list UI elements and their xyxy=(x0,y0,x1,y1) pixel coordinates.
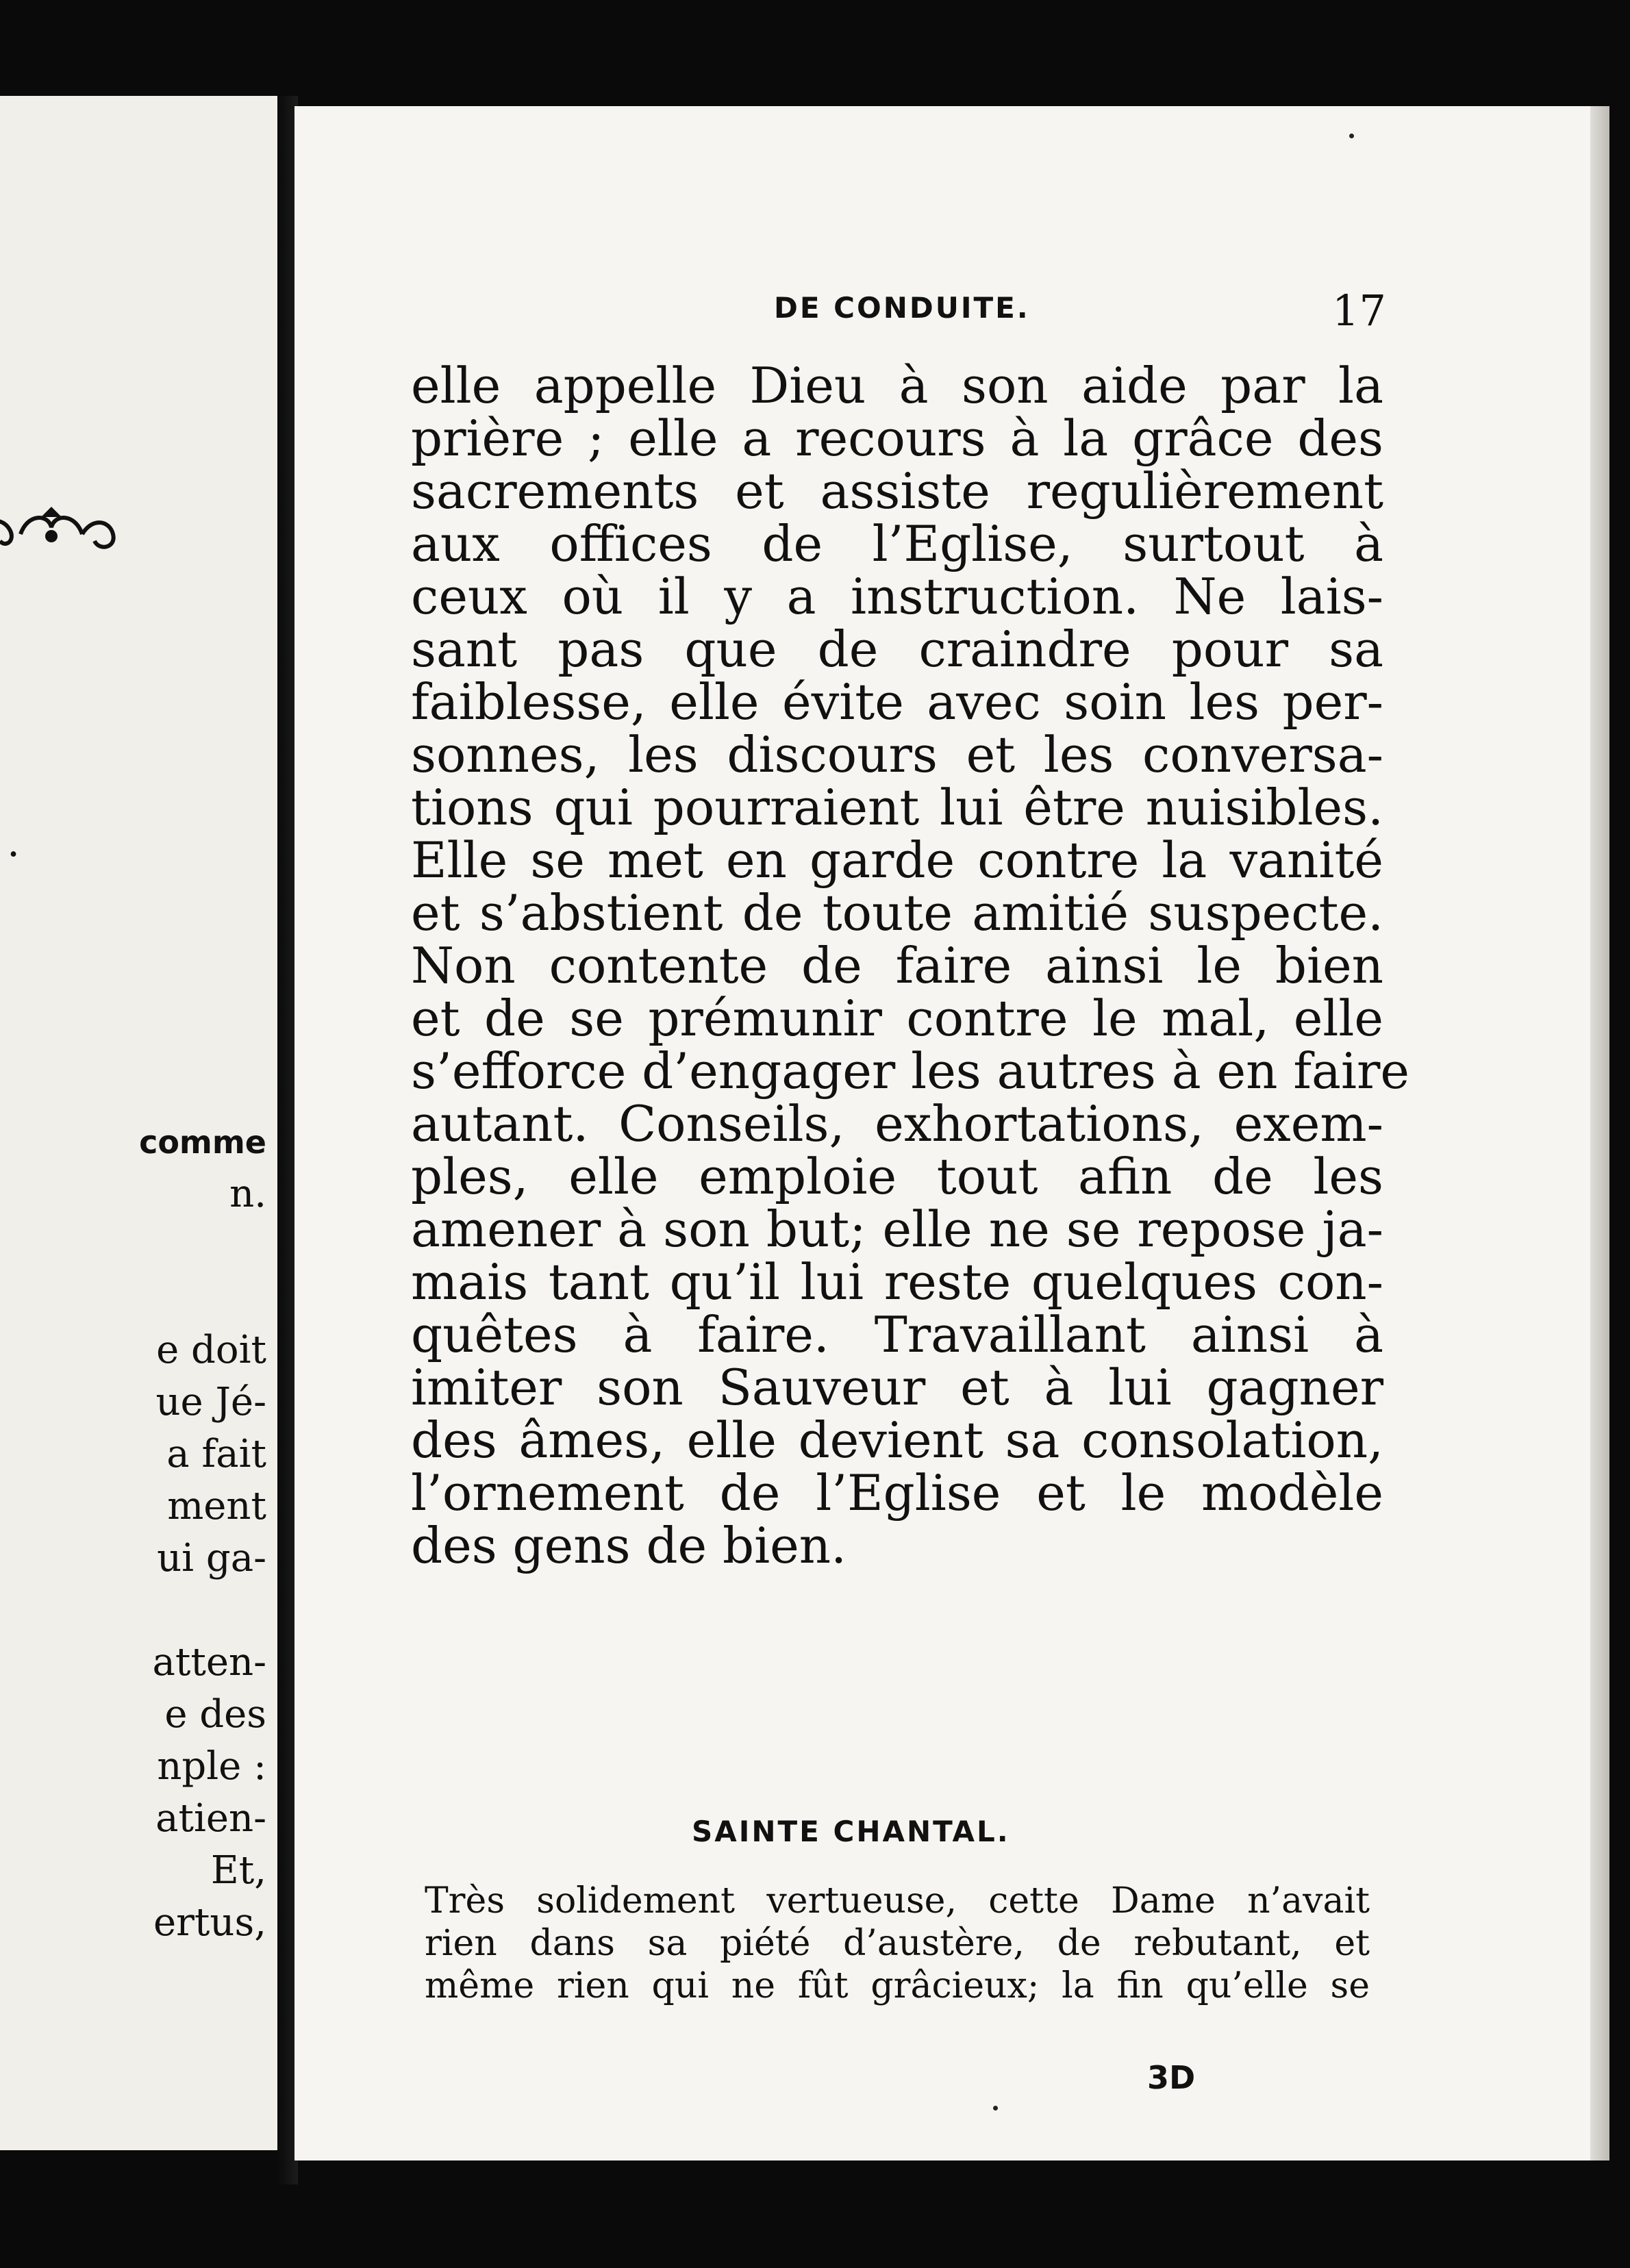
section-paragraph xyxy=(425,1880,1370,2007)
left-line: e doit xyxy=(156,1328,266,1372)
section-heading: SAINTE CHANTAL. xyxy=(692,1815,1010,1848)
left-page-text xyxy=(0,1116,266,1949)
left-line: a fait xyxy=(166,1432,266,1476)
text-line: sacrements et assiste regulièrement xyxy=(411,462,1383,520)
text-line: Très solidement vertueuse, cette Dame n’avait xyxy=(425,1880,1370,1922)
left-line: atien- xyxy=(155,1796,266,1841)
text-line: amener à son but; elle ne se repose ja- xyxy=(411,1200,1383,1258)
text-line: mais tant qu’il lui reste quelques con- xyxy=(411,1253,1383,1311)
left-page xyxy=(0,96,277,2150)
left-line: Et, xyxy=(210,1848,266,1893)
text-line: prière ; elle a recours à la grâce des xyxy=(411,410,1383,467)
text-line: s’efforce d’engager les autres à en faire xyxy=(411,1042,1410,1100)
text-line: ceux où il y a instruction. Ne lais- xyxy=(411,568,1383,625)
text-line: et de se prémunir contre le mal, elle xyxy=(411,990,1383,1047)
left-line xyxy=(0,1585,266,1637)
page-edge xyxy=(1590,106,1609,2160)
left-line: ertus, xyxy=(153,1900,266,1945)
left-line: ui ga- xyxy=(157,1536,266,1580)
left-line xyxy=(0,1272,266,1324)
main-paragraph xyxy=(411,357,1410,1574)
text-line: rien dans sa piété d’austère, de rebutant, et xyxy=(425,1923,1370,1964)
text-line: sant pas que de craindre pour sa xyxy=(411,620,1383,678)
left-line: atten- xyxy=(152,1640,266,1685)
text-line: imiter son Sauveur et à lui gagner xyxy=(411,1359,1383,1416)
running-head: DE CONDUITE. xyxy=(774,291,1030,325)
text-line: faiblesse, elle évite avec soin les per- xyxy=(411,673,1383,731)
text-line: quêtes à faire. Travaillant ainsi à xyxy=(411,1306,1383,1363)
right-page xyxy=(294,106,1609,2160)
text-line: Elle se met en garde contre la vanité xyxy=(411,831,1383,889)
left-line: comme xyxy=(139,1124,266,1161)
text-line: même rien qui ne fût grâcieux; la fin qu’elle se xyxy=(425,1965,1370,2006)
paper-fleck xyxy=(1349,134,1354,138)
paper-fleck xyxy=(993,2106,998,2110)
ornament-flourish-icon xyxy=(0,503,123,565)
left-line: ment xyxy=(167,1484,266,1528)
text-line: des âmes, elle devient sa consolation, xyxy=(411,1411,1383,1469)
text-line: Non contente de faire ainsi le bien xyxy=(411,937,1383,994)
left-page-dot: . xyxy=(7,818,21,866)
text-line: autant. Conseils, exhortations, exem- xyxy=(411,1095,1383,1152)
left-line: nple : xyxy=(157,1744,266,1789)
text-line: et s’abstient de toute amitié suspecte. xyxy=(411,884,1383,942)
text-line: elle appelle Dieu à son aide par la xyxy=(411,357,1383,414)
text-line: l’ornement de l’Eglise et le modèle xyxy=(411,1464,1383,1522)
text-line: des gens de bien. xyxy=(411,1517,847,1574)
text-line: tions qui pourraient lui être nuisibles. xyxy=(411,779,1383,836)
left-line: n. xyxy=(229,1172,266,1216)
page-number: 17 xyxy=(1332,286,1386,336)
left-line: ue Jé- xyxy=(155,1380,266,1424)
text-line: aux offices de l’Eglise, surtout à xyxy=(411,515,1383,572)
left-line xyxy=(0,1220,266,1272)
text-line: ples, elle emploie tout afin de les xyxy=(411,1148,1383,1205)
signature-mark: 3D xyxy=(1147,2059,1196,2096)
left-line: e des xyxy=(164,1692,266,1737)
text-line: sonnes, les discours et les conversa- xyxy=(411,726,1383,783)
